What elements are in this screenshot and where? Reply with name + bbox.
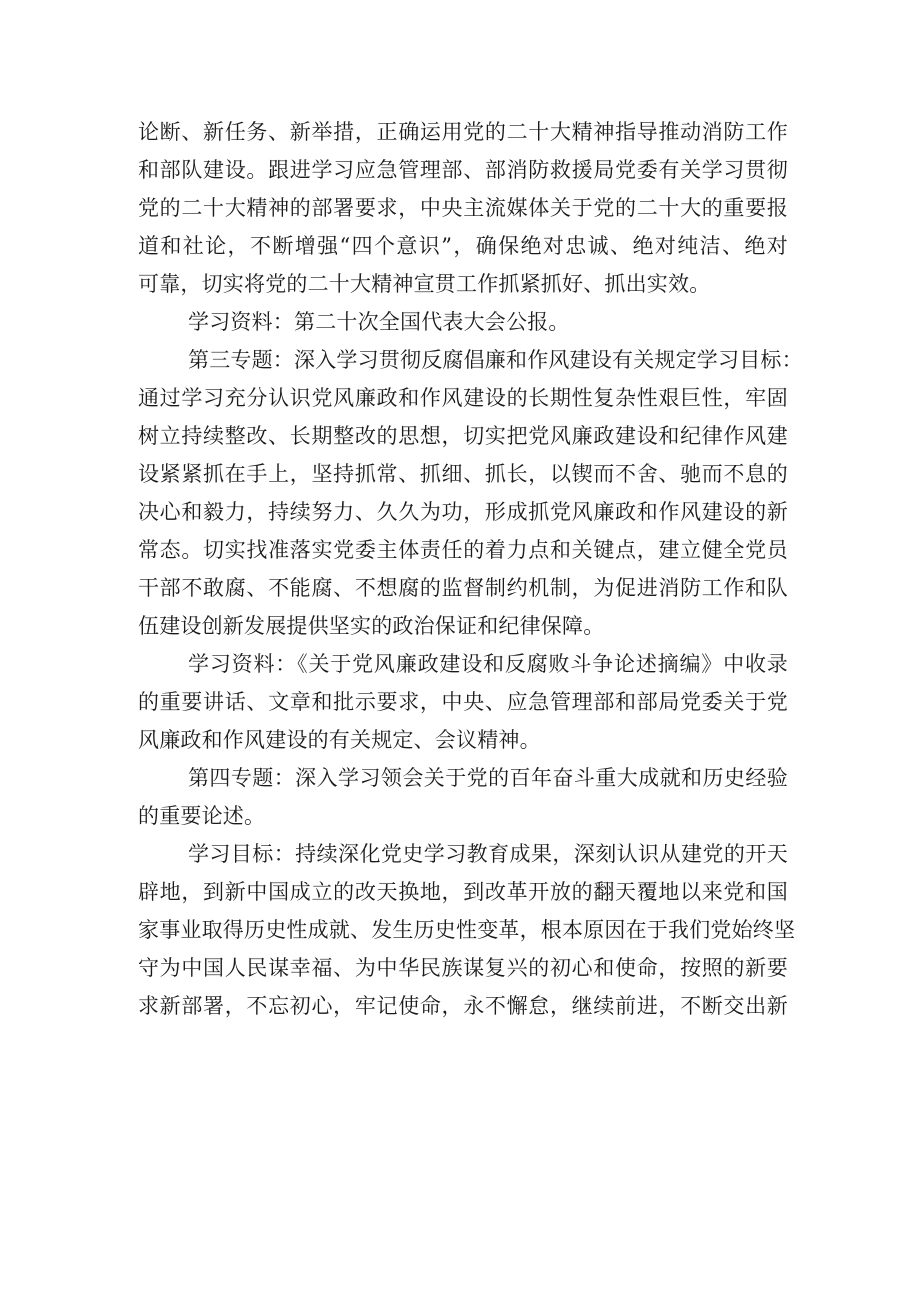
text-line: 学习资料：《关于党风廉政建设和反腐败斗争论述摘编》中收录 [188,652,788,676]
paragraph-continuation [138,113,788,303]
paragraph-topic-4 [138,759,788,835]
text-line: 和部队建设。跟进学习应急管理部、部消防救援局党委有关学习贯彻 [138,158,788,182]
text-line: 的重要论述。 [138,804,266,828]
text-line: 党的二十大精神的部署要求，中央主流媒体关于党的二十大的重要报 [138,196,788,220]
text-line: 风廉政和作风建设的有关规定、会议精神。 [138,728,541,752]
text-line: 第四专题：深入学习领会关于党的百年奋斗重大成就和历史经验 [188,766,788,790]
text-line: 第三专题：深入学习贯彻反腐倡廉和作风建设有关规定学习目标： [188,348,803,372]
text-line: 学习目标：持续深化党史学习教育成果，深刻认识从建党的开天 [188,842,788,866]
text-line: 守为中国人民谋幸福、为中华民族谋复兴的初心和使命，按照的新要 [138,956,788,980]
text-line: 求新部署，不忘初心，牢记使命，永不懈怠，继续前进，不断交出新 [138,994,788,1018]
paragraph-study-goal-4 [138,835,796,1025]
text-line: 设紧紧抓在手上，坚持抓常、抓细、抓长，以锲而不舍、驰而不息的 [138,462,788,486]
document-body [138,113,803,1025]
paragraph-study-material-1 [138,303,788,341]
text-line: 通过学习充分认识党风廉政和作风建设的长期性复杂性艰巨性，牢固 [138,386,788,410]
text-line: 道和社论，不断增强“四个意识”，确保绝对忠诚、绝对纯洁、绝对 [138,234,788,258]
text-line: 学习资料：第二十次全国代表大会公报。 [188,310,570,334]
paragraph-topic-3 [138,341,803,645]
text-line: 树立持续整改、长期整改的思想，切实把党风廉政建设和纪律作风建 [138,424,788,448]
text-line: 决心和毅力，持续努力、久久为功，形成抓党风廉政和作风建设的新 [138,500,788,524]
text-line: 论断、新任务、新举措，正确运用党的二十大精神指导推动消防工作 [138,120,788,144]
text-line: 干部不敢腐、不能腐、不想腐的监督制约机制，为促进消防工作和队 [138,576,788,600]
text-line: 常态。切实找准落实党委主体责任的着力点和关键点，建立健全党员 [138,538,788,562]
text-line: 家事业取得历史性成就、发生历史性变革，根本原因在于我们党始终坚 [138,918,796,942]
text-line: 可靠，切实将党的二十大精神宣贯工作抓紧抓好、抓出实效。 [138,272,711,296]
paragraph-study-material-3 [138,645,788,759]
text-line: 伍建设创新发展提供坚实的政治保证和纪律保障。 [138,614,605,638]
text-line: 辟地，到新中国成立的改天换地，到改革开放的翻天覆地以来党和国 [138,880,788,904]
text-line: 的重要讲话、文章和批示要求，中央、应急管理部和部局党委关于党 [138,690,788,714]
